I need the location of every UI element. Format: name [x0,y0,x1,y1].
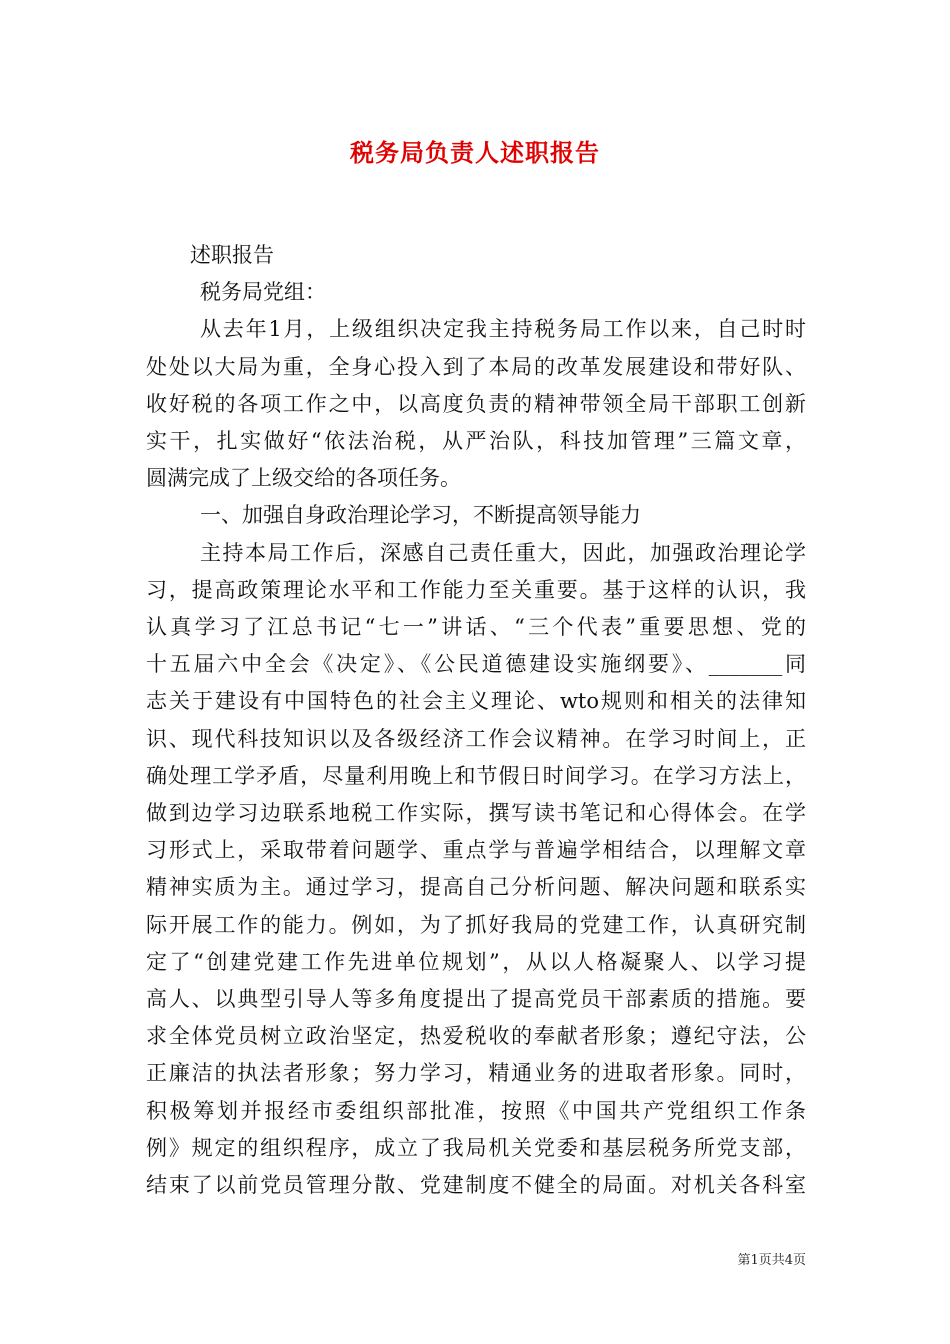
paragraph-line: 求全体党员树立政治坚定，热爱税收的奉献者形象；遵纪守法，公 [146,1024,806,1049]
paragraph-line: 志关于建设有中国特色的社会主义理论、wto规则和相关的法律知 [146,689,806,714]
paragraph-line: 习，提高政策理论水平和工作能力至关重要。基于这样的认识，我 [146,577,806,602]
paragraph-line: 际开展工作的能力。例如，为了抓好我局的党建工作，认真研究制 [146,912,806,937]
paragraph-line: 收好税的各项工作之中，以高度负责的精神带领全局干部职工创新 [146,391,806,416]
paragraph-line: 确处理工学矛盾，尽量利用晚上和节假日时间学习。在学习方法上， [146,763,806,788]
paragraph-line: 高人、以典型引导人等多角度提出了提高党员干部素质的措施。要 [146,987,806,1011]
paragraph-line: 做到边学习边联系地税工作实际，撰写读书笔记和心得体会。在学 [146,801,806,825]
paragraph-line: 结束了以前党员管理分散、党建制度不健全的局面。对机关各科室 [146,1173,806,1197]
paragraph-line: 主持本局工作后，深感自己责任重大，因此，加强政治理论学 [200,540,806,565]
paragraph-line: 精神实质为主。通过学习，提高自己分析问题、解决问题和联系实 [146,875,806,900]
paragraph-line: 十五届六中全会《决定》、《公民道德建设实施纲要》、_______同 [146,652,806,677]
paragraph-line: 圆满完成了上级交给的各项任务。 [146,466,461,491]
paragraph-line: 一、加强自身政治理论学习，不断提高领导能力 [200,503,641,528]
paragraph-line: 习形式上，采取带着问题学、重点学与普遍学相结合，以理解文章 [146,838,806,863]
paragraph-line: 例》规定的组织程序，成立了我局机关党委和基层税务所党支部， [146,1135,806,1160]
paragraph-line: 税务局党组： [200,280,326,305]
document-title: 税务局负责人述职报告 [350,138,600,167]
paragraph-line: 从去年1月，上级组织决定我主持税务局工作以来，自己时时 [200,317,806,342]
paragraph-line: 实干，扎实做好“依法治税，从严治队，科技加管理”三篇文章， [146,429,806,453]
paragraph-line: 述职报告 [190,243,274,267]
paragraph-line: 识、现代科技知识以及各级经济工作会议精神。在学习时间上，正 [146,726,806,751]
paragraph-line: 正廉洁的执法者形象；努力学习，精通业务的进取者形象。同时， [146,1061,806,1086]
page-number: 第1页共4页 [737,1253,806,1268]
paragraph-line: 处处以大局为重，全身心投入到了本局的改革发展建设和带好队、 [146,354,806,379]
paragraph-line: 积极筹划并报经市委组织部批准，按照《中国共产党组织工作条 [146,1098,806,1123]
paragraph-line: 认真学习了江总书记“七一”讲话、“三个代表”重要思想、党的 [146,615,806,639]
paragraph-line: 定了“创建党建工作先进单位规划”，从以人格凝聚人、以学习提 [146,949,806,974]
